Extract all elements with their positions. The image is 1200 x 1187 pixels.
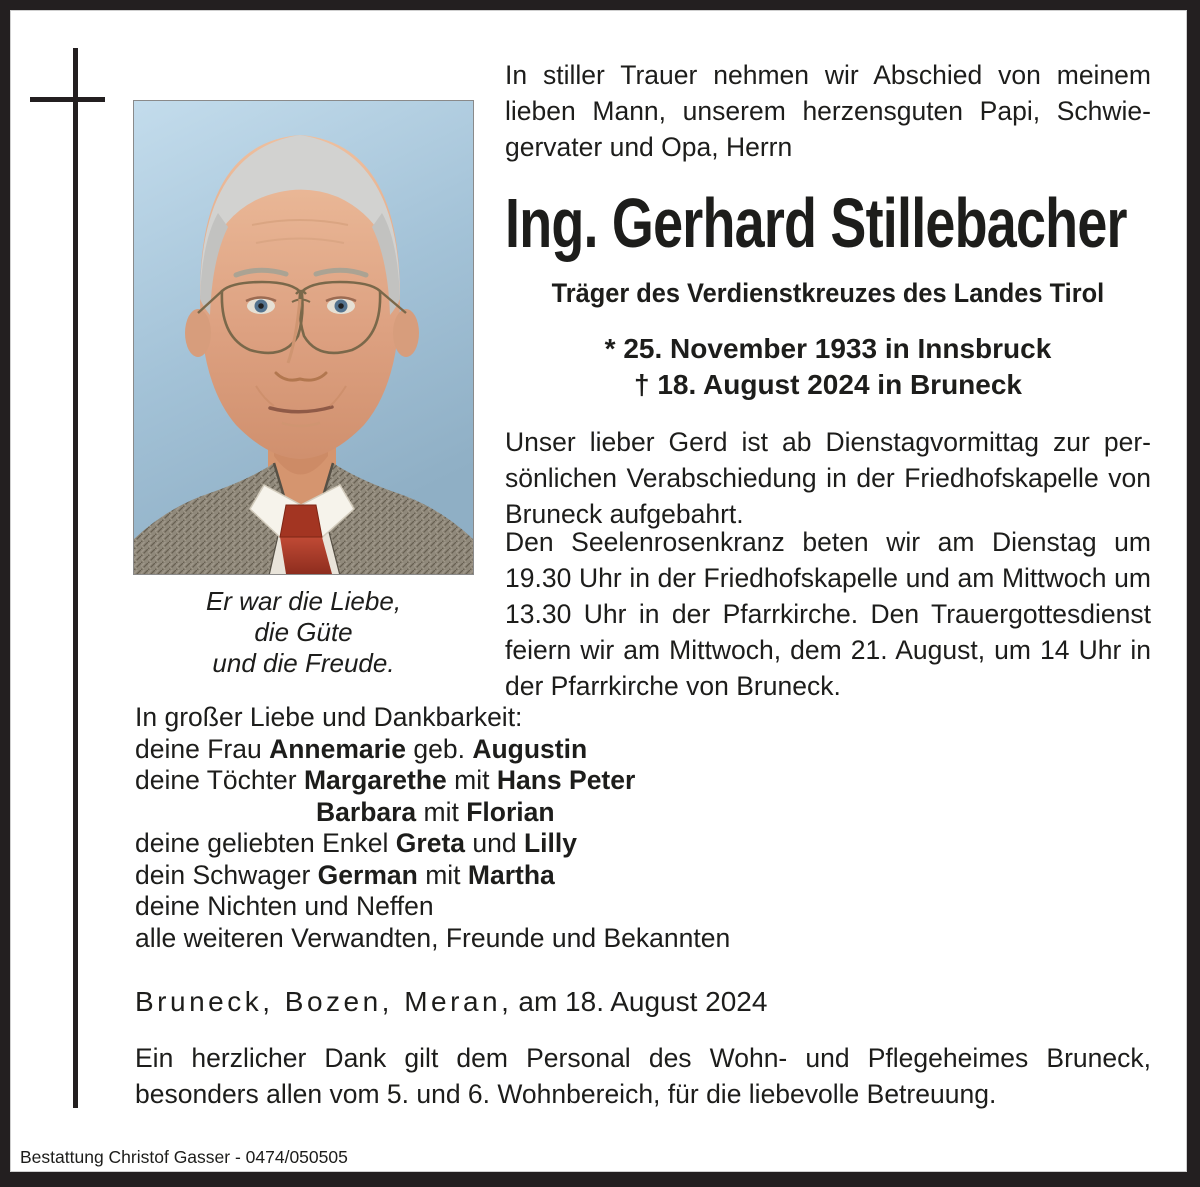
deceased-name: Ing. Gerhard Stillebacher bbox=[505, 184, 1127, 262]
birth-line: * 25. November 1933 in Innsbruck bbox=[604, 333, 1052, 364]
cross-icon bbox=[73, 48, 78, 1108]
honor-line: Träger des Verdienstkreuzes des Landes Tirol bbox=[551, 278, 1105, 308]
death-line: † 18. August 2024 in Bruneck bbox=[634, 369, 1022, 400]
intro-text: In stiller Trauer nehmen wir Abschied von meinem lieben Mann, unserem herzensguten Papi, Schwiegervater und Opa, Herrn bbox=[505, 60, 1151, 162]
photo-caption-line: die Güte bbox=[254, 617, 353, 647]
family-line: deine Frau Annemarie geb. Augustin bbox=[135, 733, 588, 764]
viewing-paragraph: Unser lieber Gerd ist ab Dienstagvormittag zur persönlichen Verabschiedung in der Friedhofskapelle von Bruneck aufgebahrt. bbox=[505, 427, 1151, 529]
places-text: Bruneck, Bozen, Meran, bbox=[135, 986, 513, 1017]
portrait-photo bbox=[133, 100, 474, 575]
family-line: Barbara mit Florian bbox=[316, 796, 555, 827]
date-text: am 18. August 2024 bbox=[518, 986, 768, 1017]
family-heading: In großer Liebe und Dankbarkeit: bbox=[135, 702, 523, 732]
thanks-paragraph: Ein herzlicher Dank gilt dem Personal des Wohn- und Pflegeheimes Bruneck, besonders allen vom 5. und 6. Wohnbereich, für die liebevolle Betreuung. bbox=[135, 1043, 1151, 1109]
portrait-illustration bbox=[134, 101, 473, 574]
family-line: deine geliebten Enkel Greta und Lilly bbox=[135, 828, 577, 858]
family-line: dein Schwager German mit Martha bbox=[135, 859, 555, 890]
family-lines bbox=[135, 734, 1035, 955]
places-date-line bbox=[135, 986, 767, 1018]
family-line: deine Nichten und Neffen bbox=[135, 891, 434, 921]
funeral-home-footer: Bestattung Christof Gasser - 0474/050505 bbox=[20, 1147, 348, 1167]
deceased-name-block bbox=[505, 184, 1151, 262]
life-dates bbox=[505, 331, 1151, 403]
family-line: alle weiteren Verwandten, Freunde und Bekannten bbox=[135, 922, 731, 953]
family-block bbox=[135, 702, 1035, 954]
photo-caption bbox=[133, 586, 474, 679]
photo-caption-line: und die Freude. bbox=[212, 648, 395, 678]
family-line: deine Töchter Margarethe mit Hans Peter bbox=[135, 765, 636, 795]
cross-icon-bar bbox=[30, 97, 105, 102]
photo-caption-line: Er war die Liebe, bbox=[205, 586, 402, 616]
services-paragraph: Den Seelenrosenkranz beten wir am Dienstag um 19.30 Uhr in der Friedhofskapelle und am Mittwoch um 13.30 Uhr in der Pfarrkirche. Den Trauergottesdienst feiern wir am Mittwoch, dem 21. August, um 14 Uhr in der Pfarrkirche von Bruneck. bbox=[505, 527, 1151, 701]
